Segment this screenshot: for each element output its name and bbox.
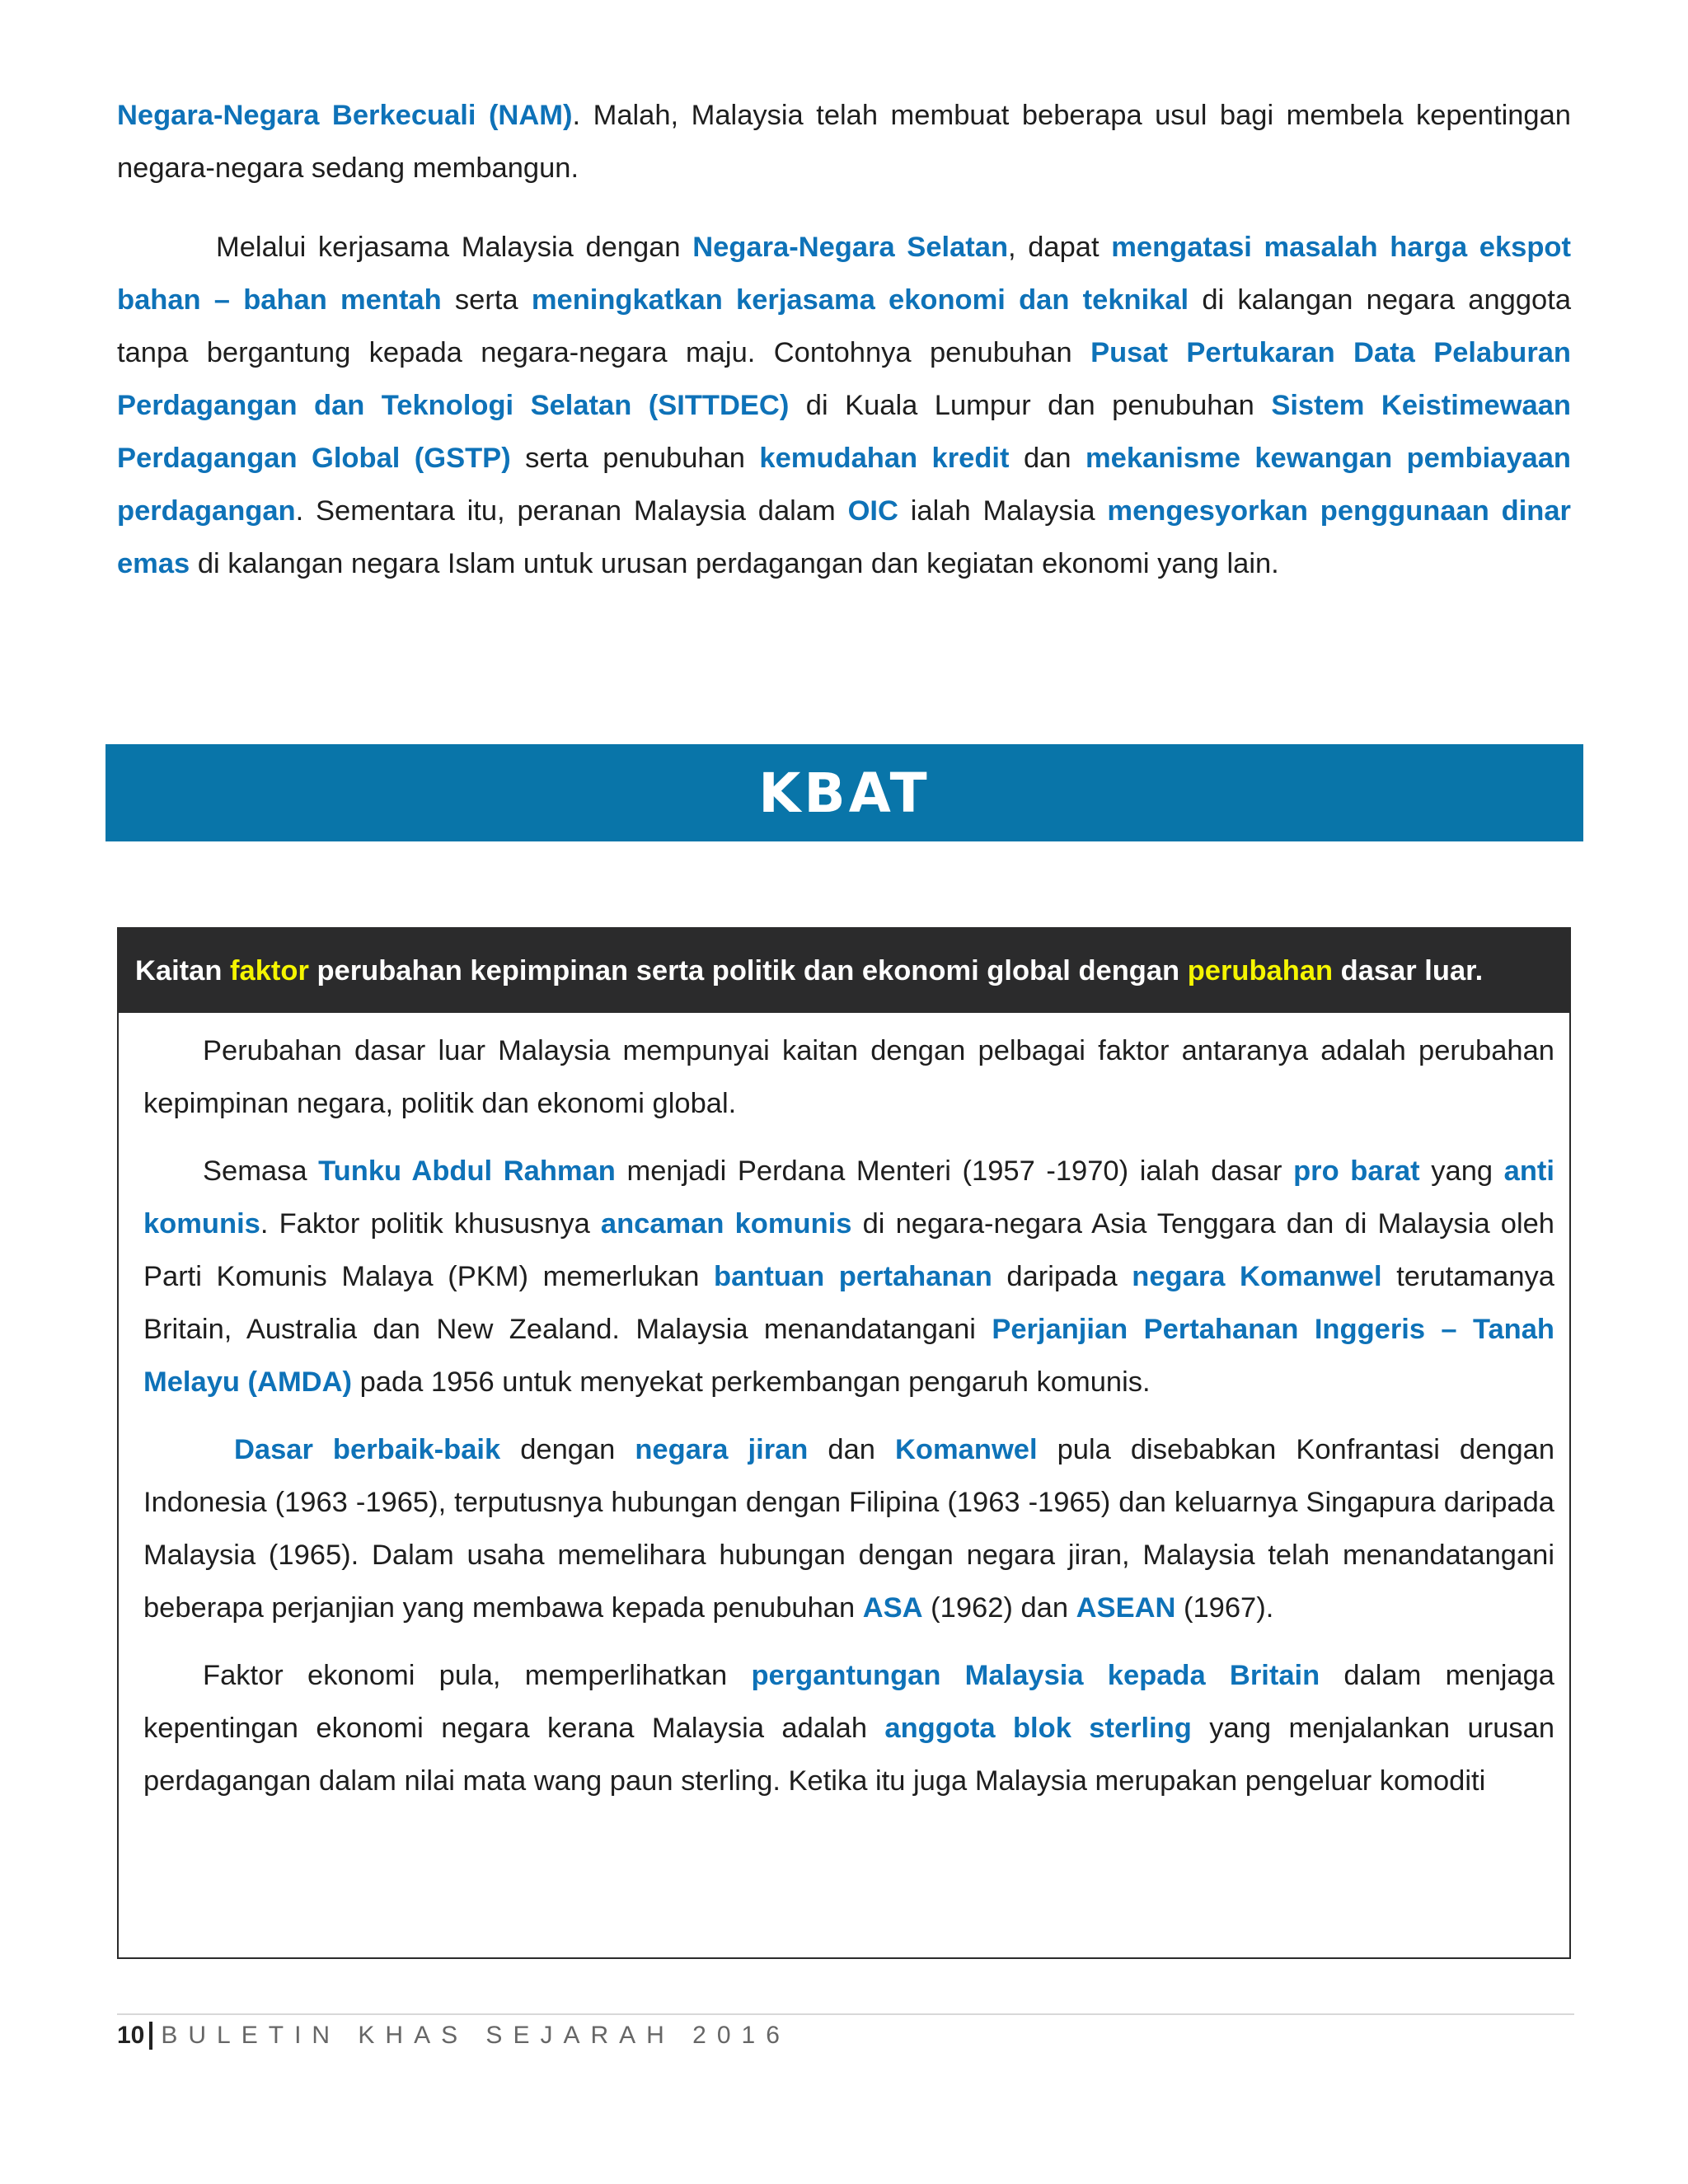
page-footer [117, 2019, 790, 2052]
text-run: menjadi Perdana Menteri (1957 -1970) ialah dasar [615, 1155, 1294, 1187]
text-run: dalam menjaga kepentingan ekonomi negara kerana Malaysia adalah [143, 1660, 1554, 1744]
highlight-term: Komanwel [895, 1434, 1038, 1465]
kbat-paragraph-3 [143, 1423, 1554, 1634]
highlight-term: anti komunis [143, 1155, 1555, 1240]
highlight-term: negara Komanwel [1132, 1261, 1382, 1292]
highlight-term: ASEAN [1076, 1592, 1176, 1624]
text-run: (1962) dan [922, 1592, 1076, 1624]
highlight-term: mengatasi masalah harga ekspot bahan – bahan mentah [117, 232, 1571, 316]
highlight-term: Tunku Abdul Rahman [318, 1155, 616, 1187]
footer-separator [149, 2022, 152, 2050]
text-run: yang [1419, 1155, 1504, 1187]
text-run: dengan [500, 1434, 635, 1465]
text-run: yang menjalankan urusan perdagangan dalam nilai mata wang paun sterling. Ketika itu juga Malaysia merupakan pengeluar komoditi [143, 1713, 1554, 1797]
text-run: perubahan kepimpinan serta politik dan ekonomi global dengan [308, 955, 1188, 987]
banner-title: KBAT [758, 761, 931, 825]
kbat-answer-body [119, 1013, 1569, 1807]
highlight-term: pro barat [1293, 1155, 1420, 1187]
kbat-box [117, 927, 1571, 1959]
highlight-term: Negara-Negara Selatan [692, 232, 1009, 263]
kbat-question-header [119, 929, 1569, 1013]
text-run: di negara-negara Asia Tenggara dan di Malaysia oleh Parti Komunis Malaya (PKM) memerlukan [143, 1208, 1554, 1292]
text-run: Melalui kerjasama Malaysia dengan [216, 232, 693, 263]
text-run: dasar luar. [1333, 955, 1484, 987]
kbat-paragraph-4 [143, 1649, 1554, 1807]
highlight-term: meningkatkan kerjasama ekonomi dan teknikal [531, 284, 1189, 316]
text-run: ialah Malaysia [898, 495, 1108, 527]
text-run: serta [441, 284, 532, 316]
text-run: daripada [992, 1261, 1132, 1292]
highlight-term: mekanisme kewangan pembiayaan perdagangan [117, 443, 1572, 527]
highlight-term: Pusat Pertukaran Data Pelaburan Perdagangan dan Teknologi Selatan (SITTDEC) [117, 337, 1571, 421]
highlight-term: negara jiran [635, 1434, 809, 1465]
kbat-paragraph-1 [143, 1024, 1554, 1130]
text-run: Faktor ekonomi pula, memperlihatkan [203, 1660, 752, 1691]
text-run: di Kuala Lumpur dan penubuhan [789, 390, 1272, 421]
text-run: , dapat [1008, 232, 1112, 263]
text-run: serta penubuhan [510, 443, 760, 474]
highlight-term: OIC [847, 495, 898, 527]
text-run: pada 1956 untuk menyekat perkembangan pengaruh komunis. [352, 1366, 1151, 1398]
highlight-term: bantuan pertahanan [714, 1261, 992, 1292]
text-run: . Malah, Malaysia telah membuat beberapa usul bagi membela kepentingan negara-negara sedang membangun. [117, 100, 1571, 184]
highlight-term: mengesyorkan penggunaan dinar emas [117, 495, 1571, 579]
text-run: (1967). [1175, 1592, 1274, 1624]
intro-section [117, 89, 1571, 590]
text-run: . Faktor politik khususnya [260, 1208, 601, 1240]
text-run: Kaitan [135, 955, 231, 987]
highlight-term: Negara-Negara Berkecuali (NAM) [117, 100, 573, 131]
highlight-term: Sistem Keistimewaan Perdagangan Global (GSTP) [117, 390, 1572, 474]
highlight-term: anggota blok sterling [884, 1713, 1192, 1744]
text-run: terutamanya Britain, Australia dan New Zealand. Malaysia menandatangani [143, 1261, 1554, 1345]
text-run: Perubahan dasar luar Malaysia mempunyai kaitan dengan pelbagai faktor antaranya adalah perubahan kepimpinan negara, politik dan ekonomi global. [143, 1035, 1554, 1119]
accent-term: perubahan [1187, 955, 1334, 987]
kbat-banner [106, 744, 1583, 841]
accent-term: faktor [230, 955, 309, 987]
highlight-term: pergantungan Malaysia kepada Britain [751, 1660, 1320, 1691]
text-run: . Sementara itu, peranan Malaysia dalam [295, 495, 848, 527]
highlight-term: Dasar berbaik-baik [234, 1434, 501, 1465]
highlight-term: ancaman komunis [600, 1208, 852, 1240]
text-run: pula disebabkan Konfrantasi dengan Indonesia (1963 -1965), terputusnya hubungan dengan Filipina (1963 -1965) dan keluarnya Singapura daripada Malaysia (1965). Dalam usaha memelihara hubungan dengan negara jiran, Malaysia telah menandatangani beberapa perjanjian yang membawa kepada penubuhan [143, 1434, 1555, 1624]
page-number: 10 [117, 2022, 145, 2049]
footer-divider [117, 2013, 1574, 2015]
intro-paragraph-2 [117, 221, 1571, 590]
text-run: di kalangan negara anggota tanpa bergantung kepada negara-negara maju. Contohnya penubuhan [117, 284, 1572, 368]
text-run: dan [1009, 443, 1085, 474]
text-run: Semasa [203, 1155, 319, 1187]
publication-title: BULETIN KHAS SEJARAH 2016 [161, 2022, 790, 2049]
text-run: dan [808, 1434, 896, 1465]
highlight-term: Perjanjian Pertahanan Inggeris – Tanah Melayu (AMDA) [143, 1314, 1555, 1398]
intro-paragraph-1 [117, 89, 1571, 194]
text-run: di kalangan negara Islam untuk urusan perdagangan dan kegiatan ekonomi yang lain. [190, 548, 1279, 579]
highlight-term: ASA [862, 1592, 923, 1624]
highlight-term: kemudahan kredit [759, 443, 1010, 474]
kbat-paragraph-2 [143, 1145, 1554, 1408]
